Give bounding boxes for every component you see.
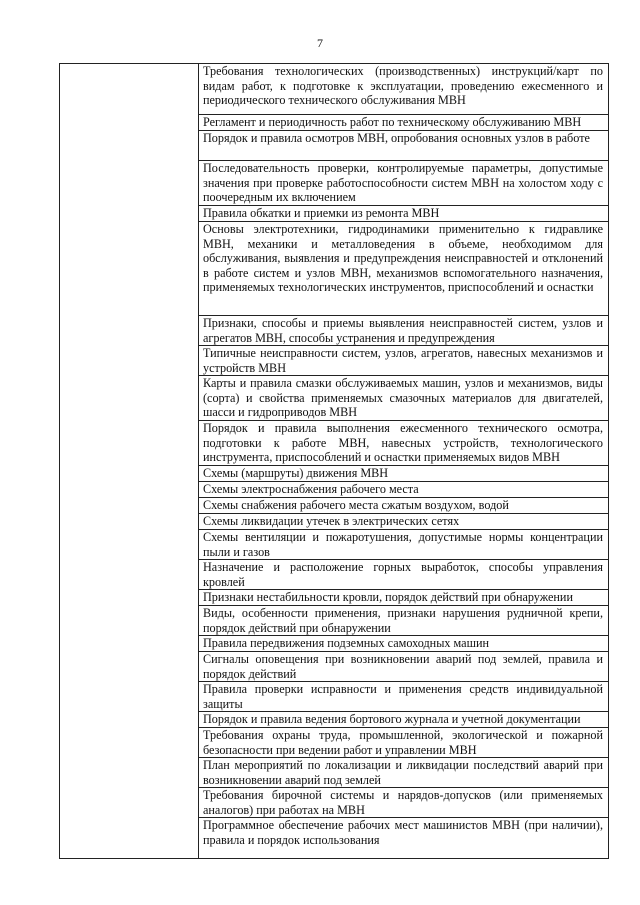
table-row: Правила обкатки и приемки из ремонта МВН: [199, 206, 608, 222]
table-row: Правила передвижения подземных самоходных машин: [199, 636, 608, 652]
table-row: Виды, особенности применения, признаки нарушения рудничной крепи, порядок действий при обнаружении: [199, 606, 608, 636]
page-number: 7: [317, 36, 323, 50]
table-row: Схемы ликвидации утечек в электрических сетях: [199, 514, 608, 530]
table-row: Требования охраны труда, промышленной, экологической и пожарной безопасности при ведении работ и управлении МВН: [199, 728, 608, 758]
table-right-column: [199, 64, 608, 848]
table-row: Назначение и расположение горных выработок, способы управления кровлей: [199, 560, 608, 590]
table-row: Сигналы оповещения при возникновении аварий под землей, правила и порядок действий: [199, 652, 608, 682]
table-left-column: [60, 64, 199, 858]
table-row: Правила проверки исправности и применения средств индивидуальной защиты: [199, 682, 608, 712]
table-row: План мероприятий по локализации и ликвидации последствий аварий при возникновении аварий под землей: [199, 758, 608, 788]
table-row: Порядок и правила осмотров МВН, опробования основных узлов в работе: [199, 131, 608, 161]
table-row: Признаки нестабильности кровли, порядок действий при обнаружении: [199, 590, 608, 606]
requirements-table: [59, 63, 609, 859]
table-row: Схемы (маршруты) движения МВН: [199, 466, 608, 482]
table-row: Схемы снабжения рабочего места сжатым воздухом, водой: [199, 498, 608, 514]
table-row: Регламент и периодичность работ по техническому обслуживанию МВН: [199, 115, 608, 131]
table-row: Последовательность проверки, контролируемые параметры, допустимые значения при проверке работоспособности систем МВН на холостом ходу с поочередным их включением: [199, 161, 608, 206]
table-row: Программное обеспечение рабочих мест машинистов МВН (при наличии), правила и порядок использования: [203, 818, 603, 847]
table-row: Основы электротехники, гидродинамики применительно к гидравлике МВН, механики и металловедения в объеме, необходимом для обслуживания, выявления и предупреждения неисправностей и отклонений в работе систем и узлов МВН, механизмов вспомогательного назначения, применяемых технологических инструментов, приспособлений и оснастки: [199, 222, 608, 316]
table-row: Типичные неисправности систем, узлов, агрегатов, навесных механизмов и устройств МВН: [199, 346, 608, 376]
table-row: Карты и правила смазки обслуживаемых машин, узлов и механизмов, виды (сорта) и свойства применяемых смазочных материалов для двигателей, шасси и гидроприводов МВН: [199, 376, 608, 421]
table-row: Требования технологических (производственных) инструкций/карт по видам работ, к подготовке к эксплуатации, проведению ежесменного и периодического технического обслуживания МВН: [199, 64, 608, 115]
table-row: Признаки, способы и приемы выявления неисправностей систем, узлов и агрегатов МВН, способы устранения и предупреждения: [199, 316, 608, 346]
table-row: Схемы электроснабжения рабочего места: [199, 482, 608, 498]
table-row: Порядок и правила выполнения ежесменного технического осмотра, подготовки к работе МВН, навесных устройств, технологического инструмента, приспособлений и оснастки применяемых видов МВН: [199, 421, 608, 466]
table-row: Схемы вентиляции и пожаротушения, допустимые нормы концентрации пыли и газов: [199, 530, 608, 560]
table-row: Порядок и правила ведения бортового журнала и учетной документации: [199, 712, 608, 728]
table-row: Требования бирочной системы и нарядов-допусков (или применяемых аналогов) при работах на МВН: [199, 788, 608, 818]
